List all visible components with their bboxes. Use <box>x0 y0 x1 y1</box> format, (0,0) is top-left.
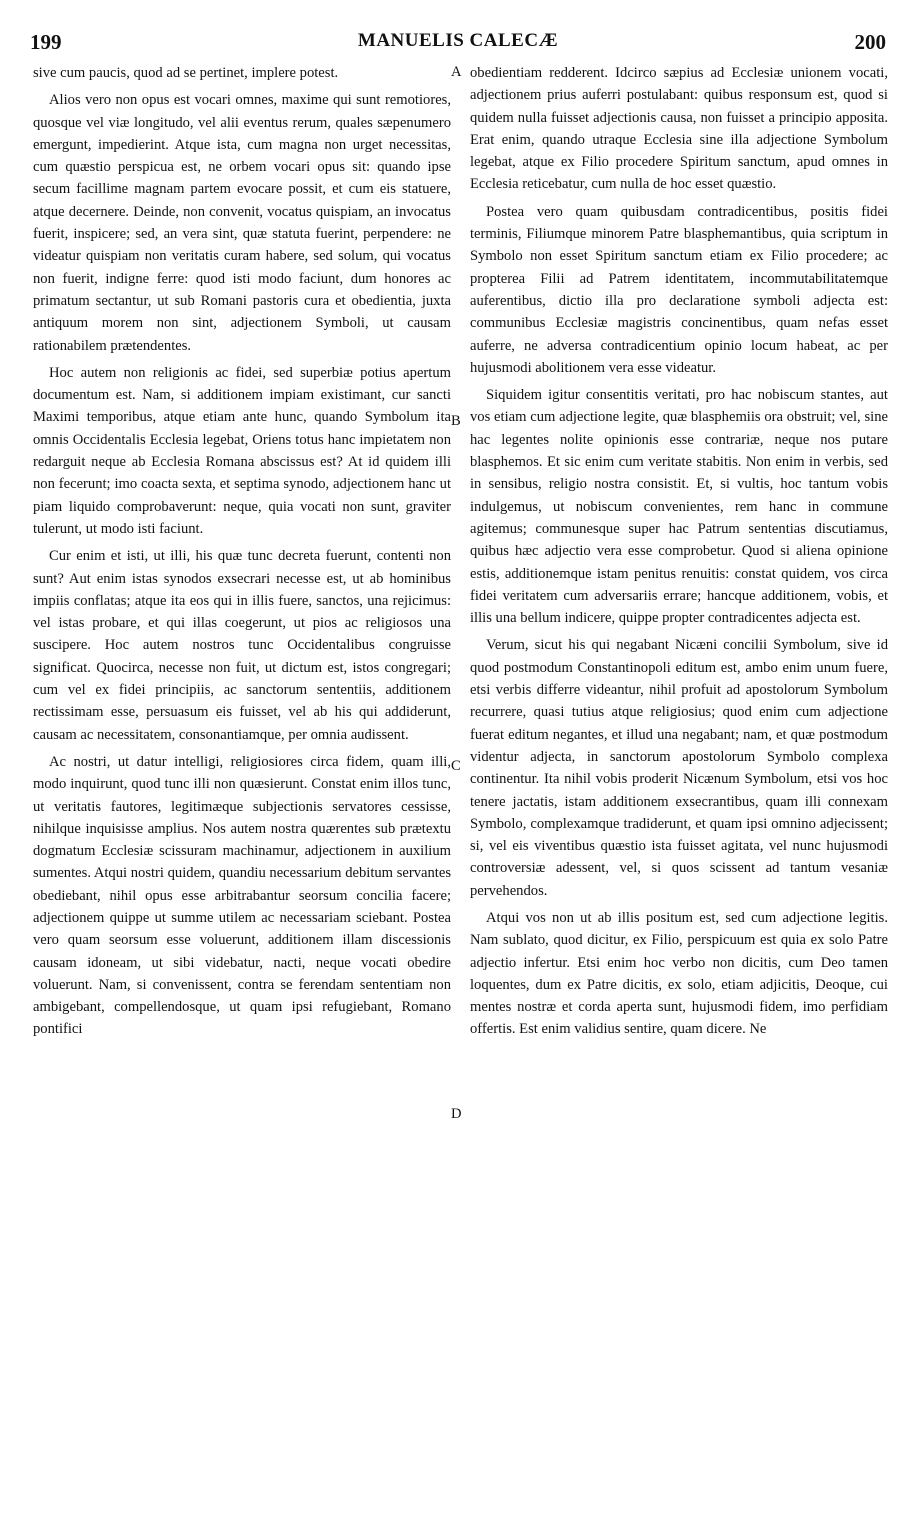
paragraph: Cur enim et isti, ut illi, his quæ tunc decreta fuerunt, contenti non sunt? Aut enim istas synodos exsecrari necesse est, ut ab hominibus impiis conflatas; atque ita eos qui in illis fuere, sanctos, una rejicimus: vel istas probare, et qui illas coegerunt, ut pios ac religiosos una suscipere. Hoc autem nostros tunc Occidentalibus congruisse significat. Quocirca, necesse non fuit, ut dictum est, istos congregari; cum vel ex fidei principiis, ac sanctorum sententiis, additionem rectissimam esse, persuasum eis fuisset, vel ab his qui addiderunt, causam ac necessitatem, consonantiamque, per omnia audissent. <box>33 548 451 743</box>
right-column <box>470 62 888 1046</box>
paragraph: Alios vero non opus est vocari omnes, maxime qui sunt remotiores, quosque vel viæ longitudo, vel alii eventus rerum, quales sæpenumero emergunt, impedierint. Atque ista, cum magna non urget necessitas, cum quæstio perspicua est, ne orbem vocari opus sit: quando ipse secum facillime magnam partem evocare possit, et cum eis statuere, atque decernere. Deinde, non convenit, vocatus quispiam, an invocatus fuerit, inspicere; sed, an vera sint, quæ statuta fuerint, perpendere: ne videatur quispiam non veritatis curam habere, sed solum, qui vocatus non fuerit, indigne ferre: quod isti modo faciunt, dum honores ac primatum sectantur, ut sub Romani pastoris cura et obedientia, juxta antiquum morem non sint, adjectionem Symboli, ut causam rationabilem prætendentes. <box>33 92 451 354</box>
section-marker-c: C <box>451 758 461 774</box>
running-title: MANUELIS CALECÆ <box>357 30 559 51</box>
section-marker-a: A <box>451 64 462 80</box>
section-marker-b: B <box>451 413 461 429</box>
paragraph: sive cum paucis, quod ad se pertinet, implere potest. <box>33 65 339 81</box>
paragraph: Atqui vos non ut ab illis positum est, sed cum adjectione legitis. Nam sublato, quod dicitur, ex Filio, perspicuum est quia ex solo Patre adjectio infertur. Etsi enim hoc verbo non dicitis, cum Deo tamen loquentes, dum ex Patre dicitis, ex solo, etiam adjicitis, Deoque, cui mentes nostræ et corda aperta sunt, hujusmodi fidem, imo perfidiam offertis. Est enim validius sentire, quam dicere. Ne <box>470 909 888 1038</box>
paragraph: Postea vero quam quibusdam contradicentibus, positis fidei terminis, Filiumque minorem Patre blasphemantibus, quia scriptum in Symbolo non esset Spiritum sanctum etiam ex Filio procedere; ac propterea Filii ad Patrem identitatem, incommutabilitatemque auferentibus, dictio illa pro declaratione symboli adjecta est: communibus Ecclesiæ magistris concinentibus, quam nefas esset auferre, ne adversa contradicentium opinio locum habeat, ac per hujusmodi abolitionem vera esse videatur. <box>470 203 888 376</box>
paragraph: Siquidem igitur consentitis veritati, pro hac nobiscum stantes, aut vos etiam cum adjectione legite, quæ blasphemiis ora obstruit; vel, sine hac legentes nolite opinionis esse contrariæ, neque nos putare blasphemos. Et sic enim cum veritate stabitis. Non enim in verbis, sed in sensibus, religio nostra consistit. Et, si vultis, hoc tantum vobis indulgemus, ut nobiscum convenientes, rem hanc in commune agitemus; communesque super hac Patrum sententias discutiamus, quibus hæc adjectio vera esse comprobetur. Quod si aliena opinione estis, additionemque istam penitus renuitis: constat quidem, vos circa fidei veritatem cum adversariis errare; hancque additionem, vobis, et illis una bellum indicere, quippe propter contradicentes adjecta est. <box>470 387 888 627</box>
page-number-right: 200 <box>854 30 886 54</box>
paragraph: Ac nostri, ut datur intelligi, religiosiores circa fidem, quam illi, modo inquirunt, quod tunc illi non quæsierunt. Constat enim illos tunc, ut veritatis fautores, legitimæque subjectionis servatores cessisse, nihilque inquisisse amplius. Nos autem nostra quærentes sub prætextu dogmatum Ecclesiæ scissuram machinamur, adjectionem in auxilium sumentes. Atqui nostri quidem, quandiu necessarium debitum servantes obediebant, nihil opus esse arbitrabantur seorsum concilia facere; adjectionem quippe ut summe utilem ac necessariam sciebant. Postea vero quam seorsum esse voluerunt, additionem illam discessionis causam idoneam, ut sibi videbatur, nacti, neque vocati obedire voluerunt. Nam, si convenissent, contra se ferendam sententiam non ambigebant, compellendosque, ut quam ipsi refugiebant, Romano pontifici <box>33 753 451 1038</box>
paragraph: Hoc autem non religionis ac fidei, sed superbiæ potius apertum documentum est. Nam, si additionem impiam existimant, cur sancti Maximi temporibus, atque etiam ante hunc, quando Symbolum ita omnis Occidentalis Ecclesia legebat, Oriens totus hanc impietatem non redarguit neque ab Ecclesia Romana abscissus est? At id quidem illi non fecerunt; imo coacta sexta, et septima synodo, adjectionem hanc ut piam liquido comprobaverunt: neque, quia vocati non sunt, graviter tulerunt, ut modo isti faciunt. <box>33 364 451 537</box>
page-header <box>30 30 886 58</box>
paragraph: obedientiam redderent. Idcirco sæpius ad Ecclesiæ unionem vocati, adjectionem prius auferri postulabant: quibus responsum est, quod si quidem nulla fuisset adjectionis causa, non fuisset a principio apposita. Erat enim, quando utraque Ecclesia sine illa adjectione Symbolum legebat, atque ex Filio procedere Spiritum sanctum, apud omnes in Ecclesia reticebatur, cum nulla de hoc esset quæstio. <box>470 65 888 193</box>
left-column <box>33 62 451 1046</box>
section-marker-d: D <box>451 1106 462 1122</box>
paragraph: Verum, sicut his qui negabant Nicæni concilii Symbolum, sive id quod postmodum Constantinopoli editum est, ambo enim unum fuere, etsi verbis differre videantur, nihil profuit ad apostolorum Symbolum recurrere, quasi tutius atque religiosius; quod enim cum adjectione fuerat editum negantes, et illud una negabant; nam, et quæ postmodum videntur adjecta, in sanctorum apostolorum Symbolo complexa continentur. Ita nihil vobis proderit Nicænum Symbolum, etsi vos hoc tenere jactatis, istam additionem exsecrantibus, quam illi connexam Symbolo, complexamque tradiderunt, et quam ipsi omnino adjecissent; si, vel eis viventibus quæstio ista fuisset agitata, vel nunc hujusmodi controversiæ adessent, vel, si quos scissent ad tantum vesaniæ pervehendos. <box>470 637 888 899</box>
page-number-left: 199 <box>30 30 62 54</box>
